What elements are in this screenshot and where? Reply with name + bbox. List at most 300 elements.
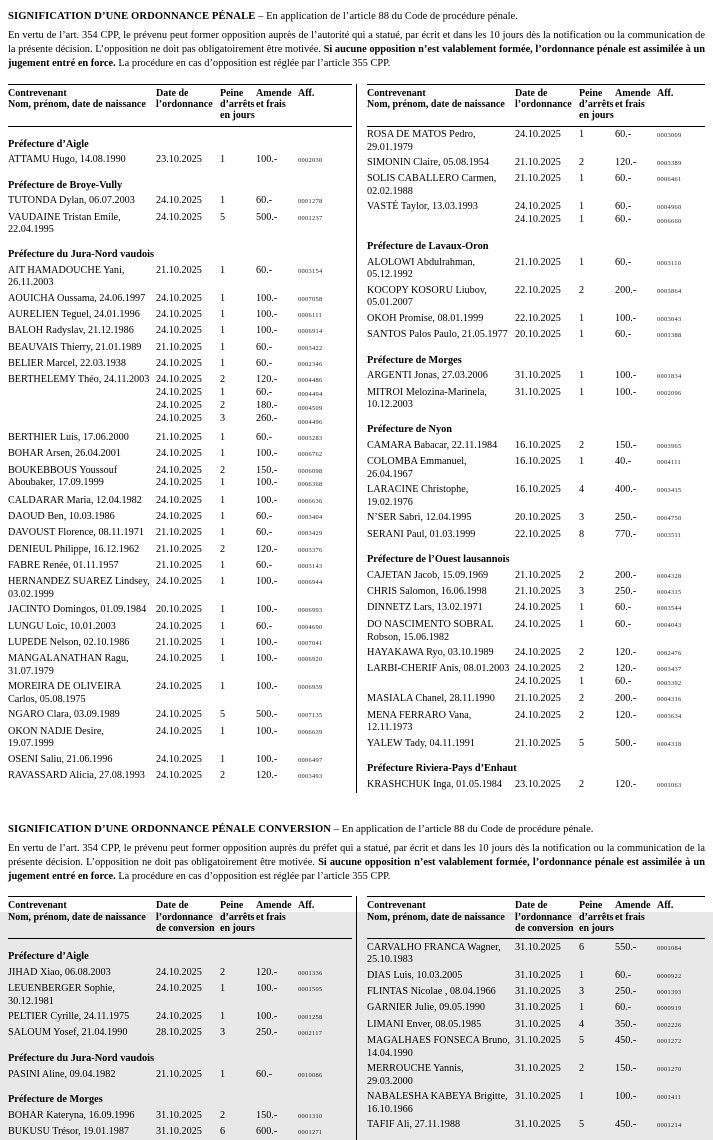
aff-number: 0007041 xyxy=(298,639,323,647)
column-header-line: d’arrêts xyxy=(579,911,614,923)
amount-cell xyxy=(615,570,657,584)
date-cell xyxy=(515,257,579,283)
days-cell xyxy=(220,1110,256,1124)
aff-number: 0001237 xyxy=(298,214,323,222)
amount-cell xyxy=(615,456,657,482)
column-header-line: l’ordonnance xyxy=(515,98,572,110)
column-header-line: de conversion xyxy=(156,922,215,934)
group-title: Préfecture de Nyon xyxy=(367,424,453,436)
arrest-days: 1 xyxy=(220,494,226,506)
days-cell xyxy=(579,257,615,283)
order-date: 24.10.2025 xyxy=(156,374,202,386)
arrest-days: 2 xyxy=(579,778,585,790)
column-header-line: Contrevenant xyxy=(367,87,426,99)
contrevenant-name: JACINTO Domingos, 01.09.1984 xyxy=(8,604,147,616)
name-cell xyxy=(367,970,515,984)
name-cell xyxy=(367,1091,515,1117)
table-row xyxy=(8,527,352,541)
days-cell xyxy=(220,1011,256,1025)
column-header-line: Peine xyxy=(220,900,244,912)
aff-cell xyxy=(298,342,352,356)
aff-number: 0006914 xyxy=(298,328,323,336)
aff-cell xyxy=(657,1035,705,1061)
aff-cell xyxy=(298,265,352,291)
arrest-days: 4 xyxy=(579,1018,585,1030)
contrevenant-name: BOHAR Arsen, 26.04.2001 xyxy=(8,448,121,460)
aff-cell xyxy=(657,602,705,616)
contrevenant-name: DENIEUL Philippe, 16.12.1962 xyxy=(8,543,140,555)
order-date: 20.10.2025 xyxy=(156,604,202,616)
aff-number: 0003544 xyxy=(657,605,682,613)
amount-cell xyxy=(615,647,657,661)
aff-number: 0001393 xyxy=(657,989,682,997)
arrest-days: 6 xyxy=(220,1126,226,1138)
table-row xyxy=(8,154,352,168)
aff-cell xyxy=(657,456,705,482)
arrest-days: 1 xyxy=(220,620,226,632)
arrest-days: 1 xyxy=(220,292,226,304)
fine-amount: 60.- xyxy=(615,201,632,213)
aff-number: 0001084 xyxy=(657,944,682,952)
contrevenant-name: CAMARA Babacar, 22.11.1984 xyxy=(367,439,498,451)
fine-amount: 100.- xyxy=(256,325,278,337)
date-cell xyxy=(156,195,220,209)
amount-cell xyxy=(615,986,657,1000)
arrest-days: 2 xyxy=(220,464,226,476)
date-cell xyxy=(515,693,579,707)
fine-amount: 770.- xyxy=(615,528,637,540)
contrevenant-name: BALOH Radyslav, 21.12.1986 xyxy=(8,325,134,337)
order-date: 20.10.2025 xyxy=(515,512,561,524)
amount-cell xyxy=(615,970,657,984)
table-row xyxy=(367,647,705,661)
column-header-line: Contrevenant xyxy=(367,900,426,912)
fine-amount: 100.- xyxy=(256,725,278,737)
column-header-line: de conversion xyxy=(515,922,574,934)
arrest-days: 1 xyxy=(220,387,226,399)
amount-cell xyxy=(256,527,298,541)
arrest-days: 1 xyxy=(220,357,226,369)
intro-paragraph xyxy=(8,29,705,72)
aff-number: 0006993 xyxy=(298,607,323,615)
aff-number: 0007135 xyxy=(298,712,323,720)
aff-number: 0003110 xyxy=(657,259,682,267)
amount-cell xyxy=(256,1011,298,1025)
arrest-days: 2 xyxy=(220,399,226,411)
days-cell xyxy=(220,983,256,1009)
order-date: 24.10.2025 xyxy=(156,1011,202,1023)
group-title: Préfecture de Morges xyxy=(367,354,462,366)
days-cell xyxy=(220,448,256,462)
prefecture-group xyxy=(367,240,705,343)
arrest-days: 5 xyxy=(579,1119,585,1131)
aff-cell xyxy=(657,512,705,526)
table-row xyxy=(8,653,352,679)
aff-cell xyxy=(298,653,352,679)
aff-number: 0004509 xyxy=(298,404,323,412)
arrest-days: 2 xyxy=(220,966,226,978)
table-row xyxy=(367,456,705,482)
contrevenant-name: SALOUM Yosef, 21.04.1990 xyxy=(8,1027,128,1039)
fine-amount: 550.- xyxy=(615,941,637,953)
column-header-line: en jours xyxy=(220,110,255,122)
contrevenant-name: AIT HAMADOUCHE Yani, 26.11.2003 xyxy=(8,264,125,289)
order-date: 31.10.2025 xyxy=(156,1109,202,1121)
fine-amount: 60.- xyxy=(256,1068,273,1080)
order-date: 24.10.2025 xyxy=(156,477,202,489)
aff-number: 0001270 xyxy=(657,1066,682,1074)
amount-cell xyxy=(615,693,657,707)
order-date: 24.10.2025 xyxy=(156,464,202,476)
table-row xyxy=(367,602,705,616)
contrevenant-name: TAFIF Ali, 27.11.1988 xyxy=(367,1119,461,1131)
table-row xyxy=(8,681,352,707)
amount-cell xyxy=(256,195,298,209)
days-cell xyxy=(220,432,256,446)
contrevenant-name: DINNETZ Lars, 13.02.1971 xyxy=(367,602,483,614)
aff-number: 0004494 xyxy=(298,391,323,399)
aff-number: 0002117 xyxy=(298,1030,323,1038)
fine-amount: 100.- xyxy=(256,753,278,765)
order-date: 31.10.2025 xyxy=(515,370,561,382)
amount-cell xyxy=(256,1110,298,1124)
amount-cell xyxy=(615,129,657,155)
amount-cell xyxy=(256,544,298,558)
date-cell xyxy=(515,986,579,1000)
order-date: 28.10.2025 xyxy=(156,1027,202,1039)
amount-cell xyxy=(615,201,657,229)
date-cell xyxy=(156,621,220,635)
column-header xyxy=(156,88,220,122)
column-header-line: Contrevenant xyxy=(8,900,67,912)
date-cell xyxy=(156,1011,220,1025)
days-cell xyxy=(220,527,256,541)
fine-amount: 150.- xyxy=(615,439,637,451)
aff-cell xyxy=(298,1011,352,1025)
contrevenant-name: CARVALHO FRANCA Wagner, 25.10.1983 xyxy=(367,941,501,966)
name-cell xyxy=(8,448,156,462)
days-cell xyxy=(579,738,615,752)
days-cell xyxy=(579,663,615,691)
fine-amount: 120.- xyxy=(256,966,278,978)
contrevenant-name: ROSA DE MATOS Pedro, 29.01.1979 xyxy=(367,129,476,153)
amount-cell xyxy=(256,967,298,981)
fine-amount: 250.- xyxy=(615,586,637,598)
aff-cell xyxy=(298,325,352,339)
days-cell xyxy=(220,325,256,339)
aff-cell xyxy=(657,942,705,968)
amount-cell xyxy=(256,374,298,429)
name-cell xyxy=(367,157,515,171)
table-row xyxy=(367,1119,705,1133)
prefecture-group xyxy=(367,129,705,229)
aff-number: 0002030 xyxy=(298,157,323,164)
aff-number: 0006461 xyxy=(657,176,682,184)
fine-amount: 150.- xyxy=(256,1109,278,1121)
column-header-line: Peine xyxy=(579,900,603,912)
arrest-days: 5 xyxy=(579,1034,585,1046)
group-title: Préfecture de l’Ouest lausannois xyxy=(367,554,510,566)
arrest-days: 1 xyxy=(220,477,226,489)
column-header xyxy=(298,88,352,122)
amount-cell xyxy=(615,619,657,645)
group-title: Préfecture du Jura-Nord vaudois xyxy=(8,1053,154,1065)
aff-number: 0007058 xyxy=(298,295,323,303)
amount-cell xyxy=(256,726,298,752)
table-row xyxy=(367,157,705,171)
table-row xyxy=(8,195,352,209)
aff-number: 0001278 xyxy=(298,198,323,206)
order-date: 24.10.2025 xyxy=(156,709,202,721)
table-row xyxy=(367,586,705,600)
days-cell xyxy=(579,647,615,661)
aff-number: 0002226 xyxy=(657,1021,682,1029)
aff-cell xyxy=(657,970,705,984)
amount-cell xyxy=(256,983,298,1009)
fine-amount: 60.- xyxy=(256,264,273,276)
arrest-days: 1 xyxy=(220,681,226,693)
aff-number: 0000922 xyxy=(657,972,682,980)
arrest-days: 2 xyxy=(579,709,585,721)
aff-cell xyxy=(298,681,352,707)
days-cell xyxy=(579,329,615,343)
arrest-days: 5 xyxy=(220,709,226,721)
amount-cell xyxy=(615,1119,657,1133)
amount-cell xyxy=(256,1126,298,1140)
name-cell xyxy=(8,195,156,209)
fine-amount: 120.- xyxy=(615,646,637,658)
aff-cell xyxy=(298,1126,352,1140)
section-title: SIGNIFICATION D’UNE ORDONNANCE PÉNALE CONVERSION xyxy=(8,823,332,835)
order-date: 31.10.2025 xyxy=(515,941,561,953)
column-header-line: Nom, prénom, date de naissance xyxy=(8,911,146,923)
fine-amount: 100.- xyxy=(256,681,278,693)
fine-amount: 100.- xyxy=(256,154,278,165)
aff-cell xyxy=(298,754,352,768)
aff-cell xyxy=(657,1019,705,1033)
contrevenant-name: OKOH Promise, 08.01.1999 xyxy=(367,312,484,324)
days-cell xyxy=(579,370,615,384)
name-cell xyxy=(8,495,156,509)
contrevenant-name: GARNIER Julie, 09.05.1990 xyxy=(367,1002,486,1014)
table-row xyxy=(8,1027,352,1041)
column-header xyxy=(657,88,705,122)
name-cell xyxy=(367,1035,515,1061)
name-cell xyxy=(8,465,156,493)
contrevenant-name: NABALESHA KABEYA Brigitte, 16.10.1966 xyxy=(367,1091,508,1115)
order-date: 21.10.2025 xyxy=(515,157,561,169)
intro-bold-text: Si aucune opposition n’est valablement formée, l’ordonnance pénale est assimilée à un jugement entré en force. xyxy=(8,44,705,70)
contrevenant-name: PELTIER Cyrille, 24.11.1975 xyxy=(8,1011,130,1023)
table-row xyxy=(8,358,352,372)
aff-cell xyxy=(298,560,352,574)
table-row xyxy=(8,967,352,981)
aff-cell xyxy=(298,448,352,462)
contrevenant-name: OKON NADJE Desire, 19.07.1999 xyxy=(8,725,104,750)
table-row xyxy=(367,173,705,199)
days-cell xyxy=(579,201,615,229)
prefecture-group xyxy=(8,138,352,168)
order-date: 24.10.2025 xyxy=(156,494,202,506)
table-row xyxy=(367,529,705,543)
fine-amount: 100.- xyxy=(256,494,278,506)
name-cell xyxy=(8,544,156,558)
section-ordonnance-penale xyxy=(8,10,705,793)
name-cell xyxy=(8,983,156,1009)
order-date: 24.10.2025 xyxy=(156,620,202,632)
name-cell xyxy=(367,779,515,793)
contrevenant-name: AURELIEN Teguel, 24.01.1996 xyxy=(8,309,140,321)
date-cell xyxy=(515,440,579,454)
aff-number: 0003404 xyxy=(298,513,323,521)
aff-cell xyxy=(657,173,705,199)
name-cell xyxy=(8,604,156,618)
arrest-days: 1 xyxy=(220,527,226,539)
arrest-days: 3 xyxy=(579,986,585,998)
aff-cell xyxy=(298,544,352,558)
fine-amount: 60.- xyxy=(615,675,632,687)
column-header-line: Amende xyxy=(256,900,292,912)
aff-number: 0006762 xyxy=(298,451,323,459)
column-header xyxy=(615,900,657,934)
fine-amount: 60.- xyxy=(615,618,632,630)
contrevenant-name: BOUKEBBOUS Youssouf Aboubaker, 17.09.1999 xyxy=(8,464,118,489)
name-cell xyxy=(367,456,515,482)
arrest-days: 1 xyxy=(220,309,226,321)
table-row xyxy=(367,440,705,454)
arrest-days: 6 xyxy=(579,941,585,953)
intro-text: La procédure en cas d’opposition est réglée par l’article 355 CPP. xyxy=(115,871,391,883)
name-cell xyxy=(8,681,156,707)
amount-cell xyxy=(615,1063,657,1089)
fine-amount: 500.- xyxy=(256,709,278,721)
aff-number: 0006639 xyxy=(298,728,323,736)
order-date: 31.10.2025 xyxy=(515,1063,561,1075)
fine-amount: 60.- xyxy=(615,1002,632,1014)
contrevenant-name: LUPEDE Nelson, 02.10.1986 xyxy=(8,636,130,648)
order-date: 21.10.2025 xyxy=(515,569,561,581)
aff-cell xyxy=(298,154,352,168)
fine-amount: 120.- xyxy=(615,709,637,721)
group-title: Préfecture de Lavaux-Oron xyxy=(367,241,489,253)
arrest-days: 1 xyxy=(220,154,226,165)
column-header-line: Date de xyxy=(515,87,548,99)
aff-number: 0006111 xyxy=(298,312,322,320)
days-cell xyxy=(220,576,256,602)
column-header-line: Nom, prénom, date de naissance xyxy=(367,98,505,110)
table-row xyxy=(367,285,705,311)
order-date: 31.10.2025 xyxy=(515,1119,561,1131)
aff-number: 0006939 xyxy=(298,684,323,692)
table-header-row xyxy=(367,896,705,939)
aff-number: 0003392 xyxy=(657,679,682,687)
days-cell xyxy=(220,653,256,679)
date-cell xyxy=(156,465,220,493)
fine-amount: 200.- xyxy=(615,569,637,581)
aff-number: 0004496 xyxy=(298,418,323,426)
name-cell xyxy=(8,576,156,602)
table-row xyxy=(8,342,352,356)
contrevenant-name: LARBI-CHERIF Anis, 08.01.2003 xyxy=(367,663,510,675)
name-cell xyxy=(8,1126,156,1140)
table-row xyxy=(367,986,705,1000)
intro-bold-text: Si aucune opposition n’est valablement formée, l’ordonnance pénale est assimilée à un jugement entré en force. xyxy=(8,856,705,883)
column-header-line: en jours xyxy=(579,922,614,934)
column-header-line: Aff. xyxy=(657,900,674,912)
aff-cell xyxy=(298,358,352,372)
aff-number: 0001258 xyxy=(298,1014,323,1022)
days-cell xyxy=(220,726,256,752)
aff-cell xyxy=(298,1027,352,1041)
aff-number: 0001272 xyxy=(657,1037,682,1045)
aff-cell xyxy=(298,576,352,602)
arrest-days: 1 xyxy=(579,675,585,687)
order-date: 31.10.2025 xyxy=(515,1002,561,1014)
name-cell xyxy=(8,621,156,635)
date-cell xyxy=(515,129,579,155)
order-date: 24.10.2025 xyxy=(156,966,202,978)
days-cell xyxy=(220,560,256,574)
table-row xyxy=(8,604,352,618)
table-row xyxy=(367,619,705,645)
table-row xyxy=(367,1091,705,1117)
fine-amount: 200.- xyxy=(615,693,637,705)
amount-cell xyxy=(256,770,298,784)
table-row xyxy=(367,693,705,707)
aff-cell xyxy=(657,586,705,600)
days-cell xyxy=(220,709,256,723)
contrevenant-name: MAGALHAES FONSECA Bruno, 14.04.1990 xyxy=(367,1034,510,1059)
arrest-days: 1 xyxy=(220,431,226,443)
fine-amount: 150.- xyxy=(256,464,278,476)
order-date: 24.10.2025 xyxy=(156,195,202,207)
contrevenant-name: BELIER Marcel, 22.03.1938 xyxy=(8,357,126,369)
date-cell xyxy=(515,619,579,645)
name-cell xyxy=(367,602,515,616)
contrevenant-name: SOLIS CABALLERO Carmen, 02.02.1988 xyxy=(367,173,497,198)
amount-cell xyxy=(615,586,657,600)
column-header xyxy=(367,900,515,934)
prefecture-group xyxy=(367,354,705,412)
contrevenant-name: CHRIS Salomon, 16.06.1998 xyxy=(367,586,487,598)
days-cell xyxy=(579,602,615,616)
arrest-days: 1 xyxy=(220,1068,226,1080)
date-cell xyxy=(515,173,579,199)
table-column-right xyxy=(356,896,705,1140)
days-cell xyxy=(220,154,256,168)
date-cell xyxy=(515,1063,579,1089)
days-cell xyxy=(220,1126,256,1140)
order-date: 21.10.2025 xyxy=(156,543,202,555)
contrevenant-name: MERROUCHE Yannis, 29.03.2000 xyxy=(367,1063,464,1087)
order-date: 24.10.2025 xyxy=(156,292,202,304)
days-cell xyxy=(579,1119,615,1133)
order-date: 24.10.2025 xyxy=(515,675,561,687)
aff-cell xyxy=(298,770,352,784)
order-date: 23.10.2025 xyxy=(515,778,561,790)
days-cell xyxy=(579,285,615,311)
date-cell xyxy=(156,576,220,602)
days-cell xyxy=(579,586,615,600)
order-date: 24.10.2025 xyxy=(156,510,202,522)
arrest-days: 2 xyxy=(579,693,585,705)
section-title: SIGNIFICATION D’UNE ORDONNANCE PÉNALE xyxy=(8,11,256,22)
amount-cell xyxy=(256,309,298,323)
amount-cell xyxy=(615,370,657,384)
days-cell xyxy=(579,456,615,482)
aff-cell xyxy=(298,621,352,635)
date-cell xyxy=(156,560,220,574)
